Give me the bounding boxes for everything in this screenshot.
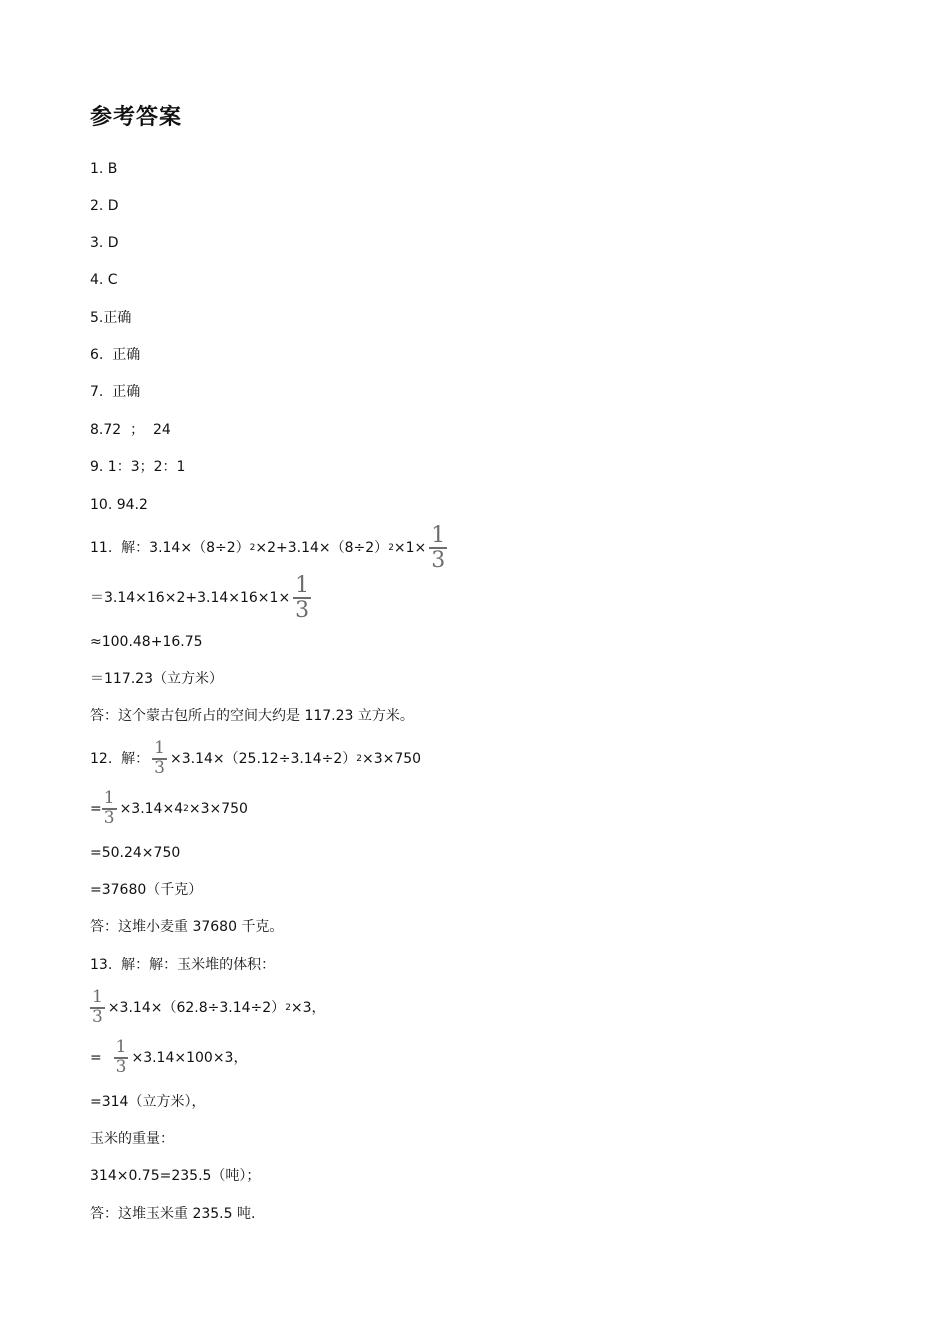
answer-10: 10. 94.2	[90, 497, 148, 513]
page-title: 参考答案	[90, 105, 183, 130]
answer-7: 7. 正确	[90, 384, 141, 400]
q11-line-4: ＝117.23（立方米）	[90, 671, 223, 687]
q13-line-6: 314×0.75=235.5（吨）；	[90, 1168, 261, 1184]
q13-line-4: =314（立方米），	[90, 1094, 206, 1110]
q12-line-1: 12. 解： $\frac{1}{3}$ ×3.14×（25.12÷3.14÷2） 2 ×3×750	[90, 738, 422, 778]
q11-line-3: ≈100.48+16.75	[90, 634, 203, 650]
q13-line-3: = $\frac{1}{3}$ ×3.14×100×3，	[90, 1037, 248, 1077]
answer-2: 2. D	[90, 198, 119, 214]
q13-line-5: 玉米的重量：	[90, 1131, 174, 1147]
answer-9: 9. 1：3；2：1	[90, 459, 186, 475]
answer-4: 4. C	[90, 272, 118, 288]
one-third-fraction: $\frac{1}{3}$	[154, 738, 165, 778]
q11-line-2: ＝3.14×16×2+3.14×16×1× $\frac{1}{3}$	[90, 572, 310, 623]
q12-line-2: = $\frac{1}{3}$ ×3.14×4 2 ×3×750	[90, 788, 248, 828]
answer-1: 1. B	[90, 161, 118, 177]
answer-3: 3. D	[90, 235, 119, 251]
one-third-fraction: $\frac{1}{3}$	[295, 572, 310, 623]
q11-answer: 答：这个蒙古包所占的空间大约是 117.23 立方米。	[90, 708, 414, 724]
q12-answer: 答：这堆小麦重 37680 千克。	[90, 919, 284, 935]
answer-8: 8.72 ； 24	[90, 422, 171, 438]
q13-line-1: 13. 解：解：玉米堆的体积：	[90, 957, 276, 973]
q11-line-1: 11. 解：3.14×（8÷2） 2 ×2+3.14×（8÷2） 2 ×1× $\frac{1}{3}$	[90, 522, 446, 573]
one-third-fraction: $\frac{1}{3}$	[103, 788, 115, 828]
q12-line-4: =37680（千克）	[90, 882, 203, 898]
answer-6: 6. 正确	[90, 347, 141, 363]
one-third-fraction: $\frac{1}{3}$	[431, 522, 446, 573]
q13-line-2: $\frac{1}{3}$ ×3.14×（62.8÷3.14÷2） 2 ×3，	[92, 987, 326, 1027]
one-third-fraction: $\frac{1}{3}$	[115, 1037, 127, 1077]
one-third-fraction: $\frac{1}{3}$	[92, 987, 103, 1027]
q13-answer: 答：这堆玉米重 235.5 吨.	[90, 1206, 256, 1222]
q12-line-3: =50.24×750	[90, 845, 181, 861]
answer-5: 5.正确	[90, 310, 132, 326]
